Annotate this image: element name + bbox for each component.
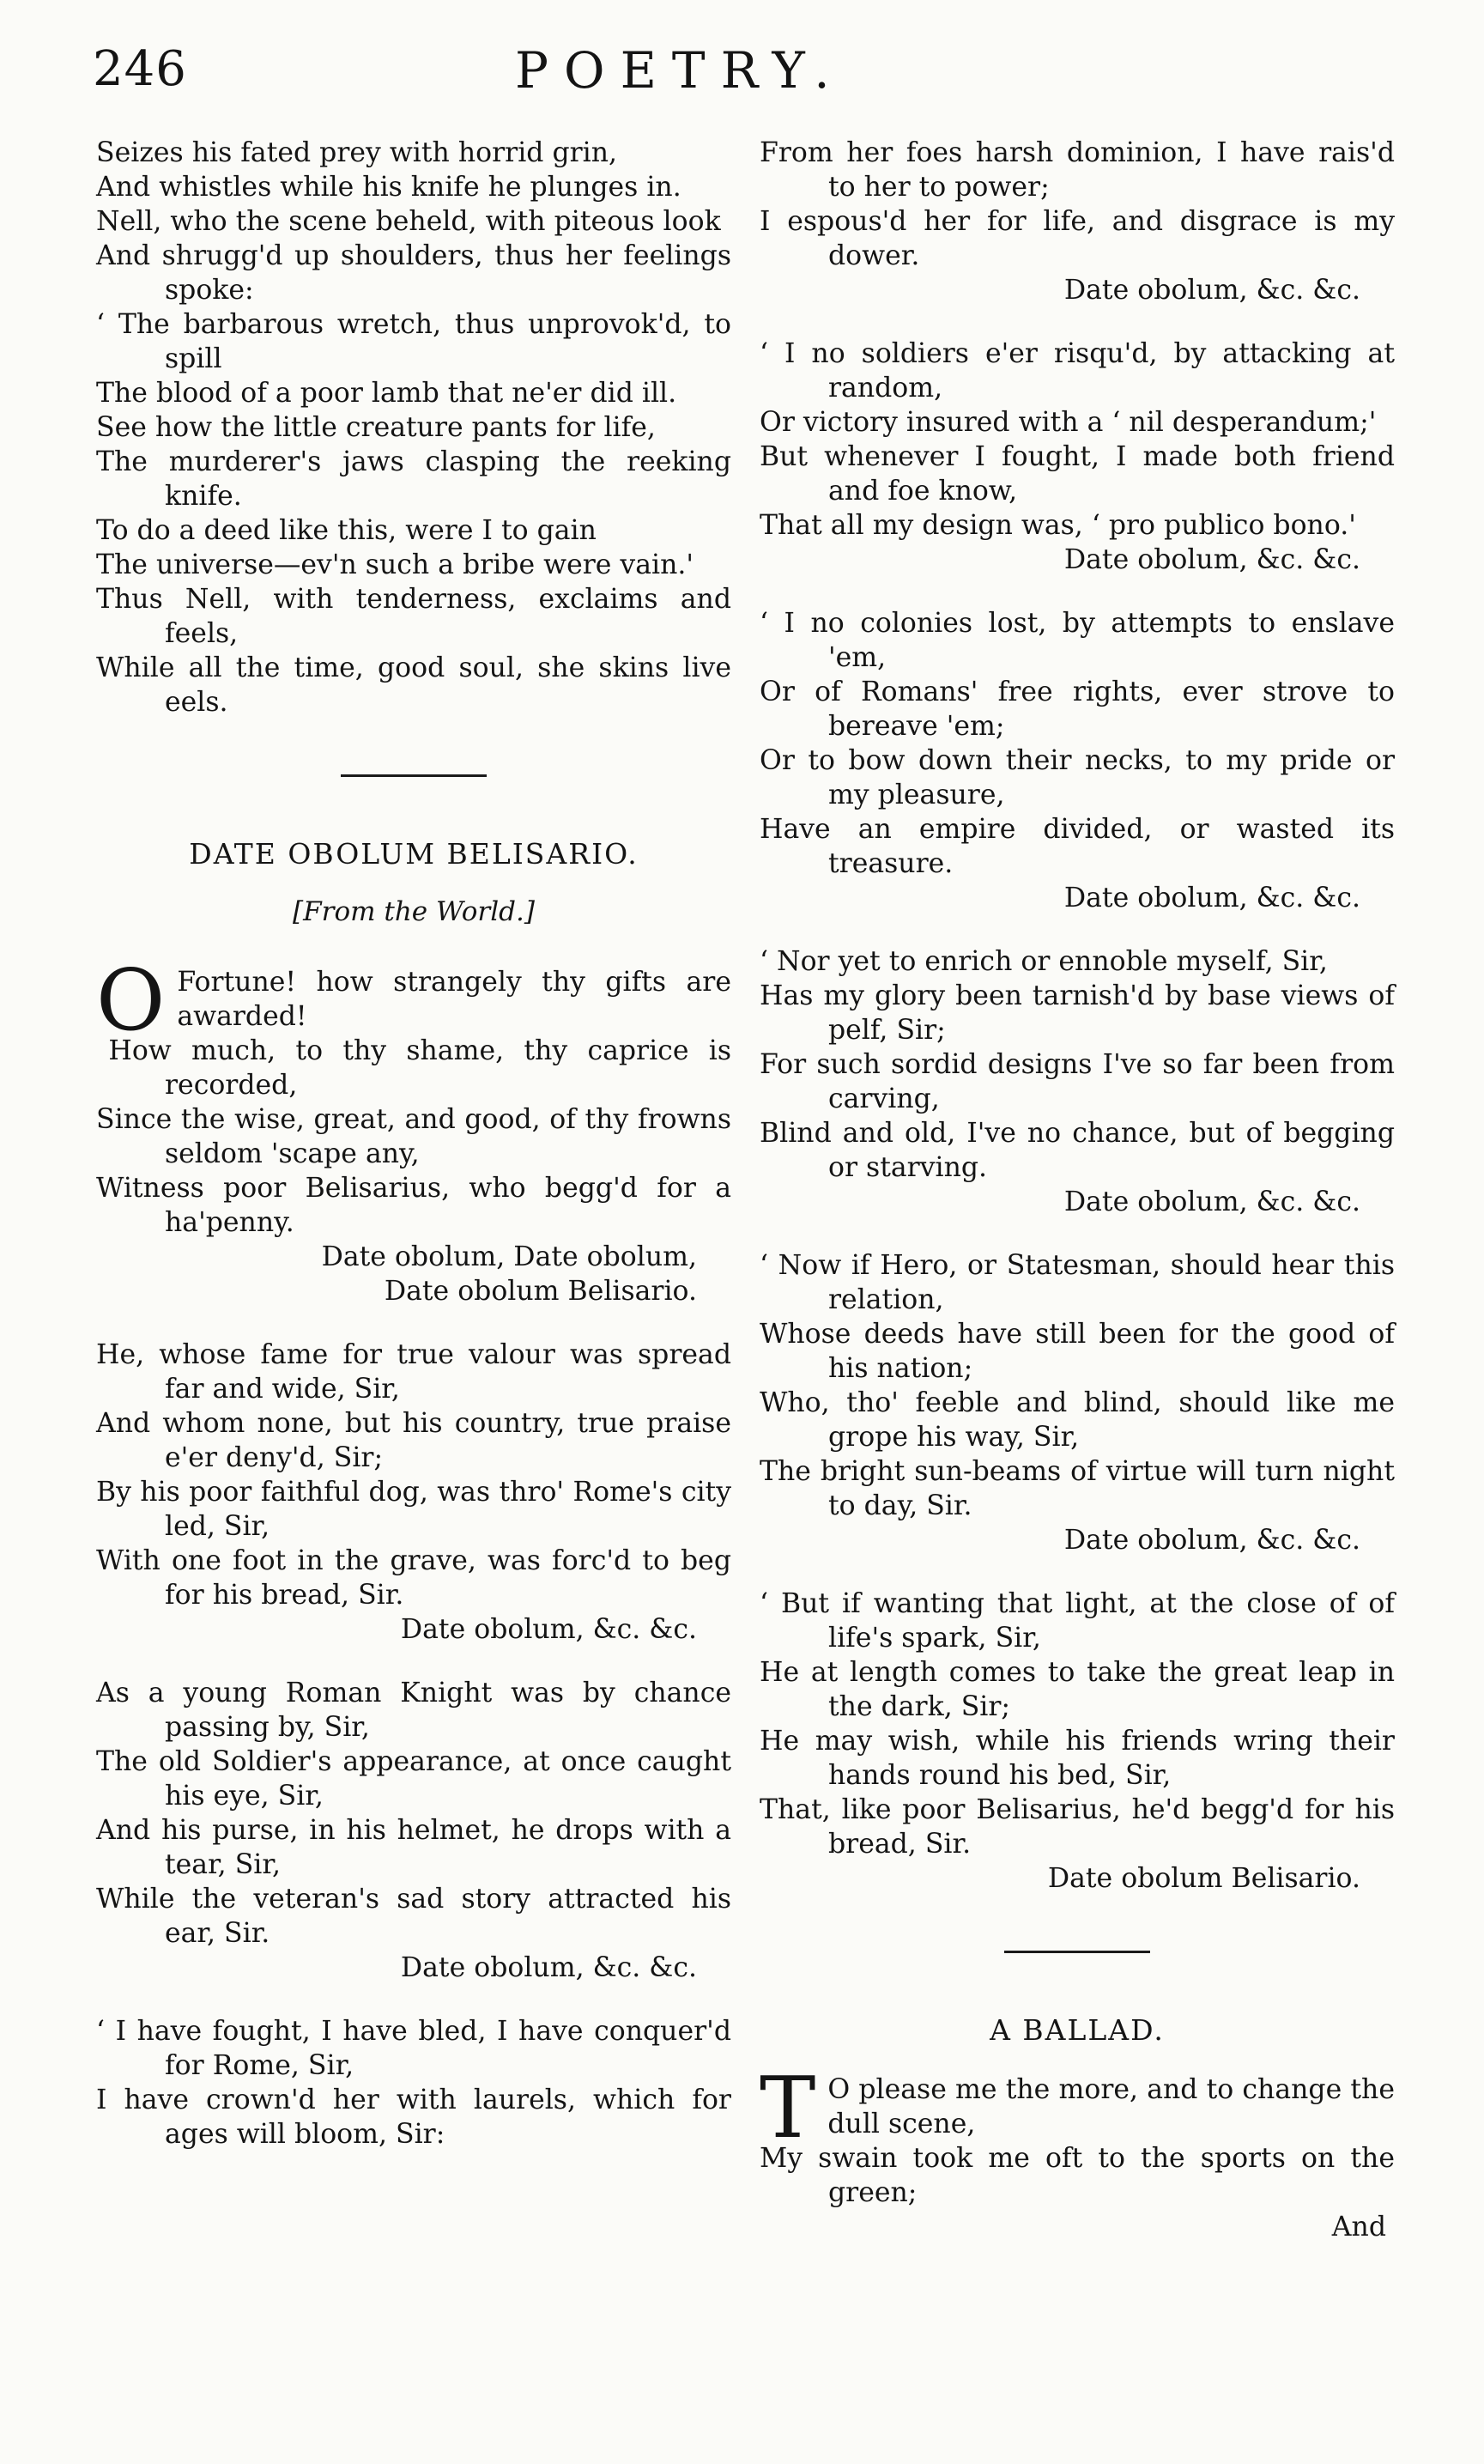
drop-cap: O: [96, 952, 166, 1050]
drop-cap-block: [760, 2060, 1395, 2158]
verse-line: Or of Romans' free rights, ever strove to bereave 'em;: [760, 677, 1395, 742]
verse-line: The bright sun-beams of virtue will turn night to day, Sir.: [760, 1456, 1395, 1521]
drop-cap-block: [96, 952, 731, 1050]
verse-line: ‘ Now if Hero, or Statesman, should hear this relation,: [760, 1250, 1395, 1315]
verse-line: While the veteran's sad story attracted his ear, Sir.: [96, 1884, 731, 1949]
page-header: [0, 41, 1484, 110]
verse-line: The universe—ev'n such a bribe were vain.': [96, 549, 694, 580]
verse-line: As a young Roman Knight was by chance passing by, Sir,: [96, 1678, 731, 1743]
verse-line: ‘ I no soldiers e'er risqu'd, by attacking at random,: [760, 338, 1395, 404]
verse-line: I espous'd her for life, and disgrace is my dower.: [760, 206, 1395, 271]
verse-line: Or to bow down their necks, to my pride or my pleasure,: [760, 745, 1395, 810]
stanza: [760, 1587, 1395, 1896]
refrain-line: Date obolum, &c. &c.: [1063, 544, 1360, 575]
verse-line: The blood of a poor lamb that ne'er did ill.: [96, 378, 677, 409]
stanza: [96, 1338, 731, 1647]
poem-source: [From the World.]: [293, 896, 535, 927]
verse-line: O please me the more, and to change the dull scene,: [827, 2074, 1395, 2139]
stanza: [760, 337, 1395, 577]
refrain-line: Date obolum, &c. &c.: [400, 1952, 697, 1983]
drop-cap: T: [760, 2060, 816, 2158]
stanza: [96, 1676, 731, 1985]
verse-line: While all the time, good soul, she skins live eels.: [96, 652, 731, 718]
verse-line: I have crown'd her with laurels, which for ages will bloom, Sir:: [96, 2085, 731, 2150]
section-divider: [1004, 1951, 1150, 1953]
verse-line: With one foot in the grave, was forc'd to beg for his bread, Sir.: [96, 1545, 731, 1611]
verse-line: Fortune! how strangely thy gifts are awarded!: [177, 967, 731, 1032]
verse-line: That all my design was, ‘ pro publico bono.': [760, 510, 1356, 541]
poem-ending: [96, 136, 731, 719]
verse-line: Witness poor Belisarius, who begg'd for a ha'penny.: [96, 1173, 731, 1238]
verse-line: Who, tho' feeble and blind, should like me grope his way, Sir,: [760, 1387, 1395, 1453]
verse-line: ‘ The barbarous wretch, thus unprovok'd, to spill: [96, 309, 731, 374]
first-stanza: [96, 952, 731, 1308]
page-number: 246: [93, 41, 187, 97]
verse-line: ‘ I have fought, I have bled, I have conquer'd for Rome, Sir,: [96, 2016, 731, 2081]
refrain-line: Date obolum, &c. &c.: [1063, 1186, 1360, 1217]
stanza: [760, 606, 1395, 915]
stanza-start: [96, 2014, 731, 2151]
left-column: [96, 136, 731, 2181]
verse-line: He at length comes to take the great leap in the dark, Sir;: [760, 1657, 1395, 1722]
verse-line: The murderer's jaws clasping the reeking knife.: [96, 446, 731, 512]
verse-line: ‘ Nor yet to enrich or ennoble myself, Sir,: [760, 946, 1328, 977]
refrain-line: Date obolum, &c. &c.: [400, 1614, 697, 1645]
verse-line: ‘ But if wanting that light, at the close of of life's spark, Sir,: [760, 1588, 1395, 1654]
poem-title: A BALLAD.: [990, 2013, 1165, 2047]
stanza: [760, 136, 1395, 307]
verse-line: From her foes harsh dominion, I have rais'd to her to power;: [760, 137, 1395, 203]
verse-line: For such sordid designs I've so far been from carving,: [760, 1049, 1395, 1114]
verse-line: And whistles while his knife he plunges in.: [96, 172, 681, 203]
verse-line: Or victory insured with a ‘ nil desperandum;': [760, 407, 1377, 438]
verse-line: See how the little creature pants for life,: [96, 412, 656, 443]
verse-line: And whom none, but his country, true praise e'er deny'd, Sir;: [96, 1408, 731, 1473]
running-head: POETRY.: [515, 41, 845, 100]
verse-line: And his purse, in his helmet, he drops with a tear, Sir,: [96, 1815, 731, 1880]
verse-line: By his poor faithful dog, was thro' Rome's city led, Sir,: [96, 1477, 731, 1542]
verse-line: Has my glory been tarnish'd by base views of pelf, Sir;: [760, 980, 1395, 1046]
ballad-opening: [760, 2060, 1395, 2244]
refrain-line: Date obolum Belisario.: [384, 1276, 697, 1307]
stanza: [760, 1248, 1395, 1557]
refrain-line: Date obolum, &c. &c.: [1063, 883, 1360, 913]
verse-line: To do a deed like this, were I to gain: [96, 515, 597, 546]
refrain-line: Date obolum, Date obolum,: [321, 1241, 697, 1272]
verse-line: Seizes his fated prey with horrid grin,: [96, 137, 618, 168]
verse-line: Since the wise, great, and good, of thy frowns seldom 'scape any,: [96, 1104, 731, 1169]
poem-title: DATE OBOLUM BELISARIO.: [189, 837, 639, 871]
verse-line: ‘ I no colonies lost, by attempts to enslave 'em,: [760, 608, 1395, 673]
refrain-line: Date obolum, &c. &c.: [1063, 1525, 1360, 1556]
stanza: [760, 944, 1395, 1219]
verse-line: But whenever I fought, I made both friend and foe know,: [760, 441, 1395, 507]
verse-line: He, whose fame for true valour was spread far and wide, Sir,: [96, 1339, 731, 1405]
verse-line: How much, to thy shame, thy caprice is recorded,: [108, 1035, 731, 1101]
catchword: And: [1331, 2212, 1386, 2242]
verse-line: Blind and old, I've no chance, but of begging or starving.: [760, 1118, 1395, 1183]
refrain-line: Date obolum Belisario.: [1047, 1863, 1360, 1894]
verse-line: Nell, who the scene beheld, with piteous look: [96, 206, 721, 237]
verse-line: Thus Nell, with tenderness, exclaims and feels,: [96, 584, 731, 649]
verse-line: The old Soldier's appearance, at once caught his eye, Sir,: [96, 1746, 731, 1812]
verse-line: He may wish, while his friends wring their hands round his bed, Sir,: [760, 1726, 1395, 1791]
verse-line: Whose deeds have still been for the good of his nation;: [760, 1319, 1395, 1384]
refrain-line: Date obolum, &c. &c.: [1063, 275, 1360, 306]
verse-line: Have an empire divided, or wasted its treasure.: [760, 814, 1395, 879]
verse-line: That, like poor Belisarius, he'd begg'd for his bread, Sir.: [760, 1794, 1395, 1860]
right-column: [760, 136, 1395, 2273]
verse-line: And shrugg'd up shoulders, thus her feelings spoke:: [96, 240, 731, 306]
section-divider: [341, 774, 487, 777]
verse-line: My swain took me oft to the sports on the green;: [760, 2143, 1395, 2208]
